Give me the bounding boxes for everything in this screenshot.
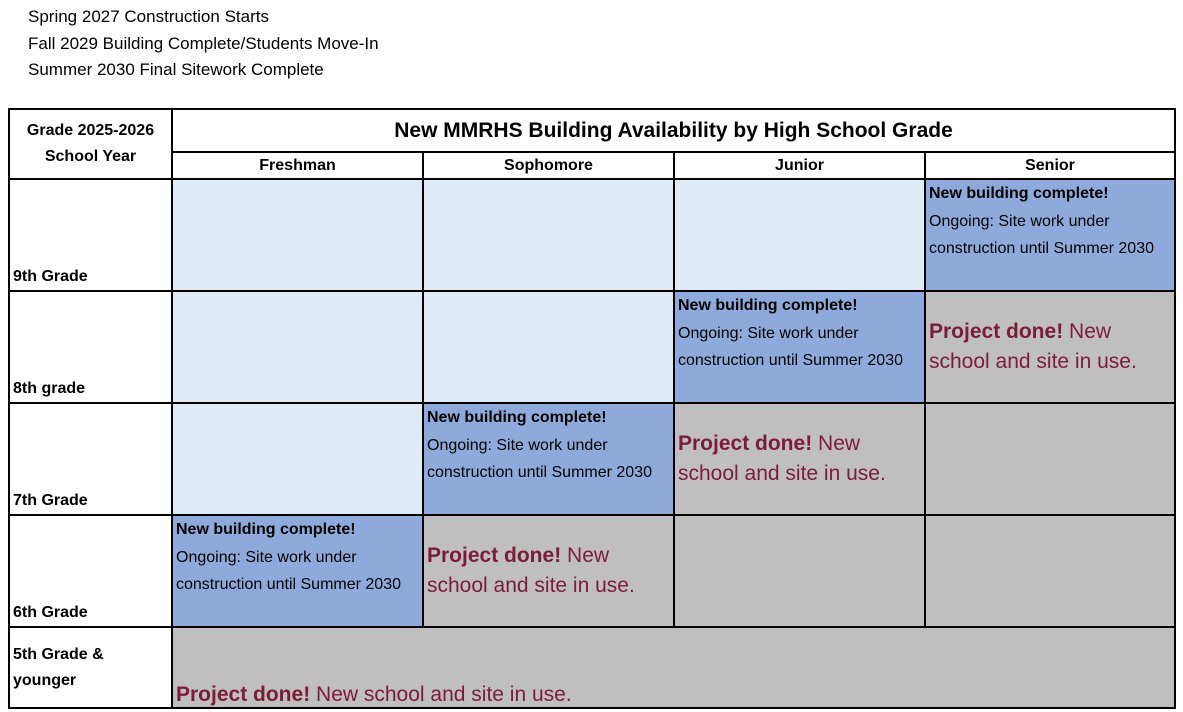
done-text: New school and site in use.	[310, 683, 572, 706]
col-header-senior: Senior	[925, 152, 1175, 179]
cell-6th-junior	[674, 515, 925, 627]
complete-text: Ongoing: Site work under construction until Summer 2030	[176, 548, 401, 593]
cell-8th-freshman	[172, 291, 423, 403]
done-heading: Project done!	[176, 683, 311, 706]
note-construction-start: Spring 2027 Construction Starts	[28, 7, 269, 26]
row-label-7th: 7th Grade	[9, 403, 172, 515]
cell-8th-senior	[925, 291, 1175, 403]
row-label-5th-line-1: 5th Grade &	[13, 645, 104, 663]
complete-heading: New building complete!	[678, 297, 858, 314]
col-header-freshman: Freshman	[172, 152, 423, 179]
row-label-9th: 9th Grade	[9, 179, 172, 291]
cell-5th-all	[172, 627, 1175, 708]
cell-7th-junior	[674, 403, 925, 515]
row-7th-grade	[9, 403, 1175, 515]
corner-header	[9, 109, 172, 179]
row-6th-grade	[9, 515, 1175, 627]
row-label-6th: 6th Grade	[9, 515, 172, 627]
done-text: New school and site in use.	[678, 432, 886, 485]
row-label-5th-line-2: younger	[13, 671, 77, 689]
done-text: New school and site in use.	[427, 544, 635, 597]
corner-line-2: School Year	[44, 148, 137, 165]
col-header-junior: Junior	[674, 152, 925, 179]
availability-table	[8, 108, 1176, 709]
cell-7th-freshman	[172, 403, 423, 515]
schedule-notes	[28, 4, 379, 84]
done-heading: Project done!	[678, 432, 813, 455]
complete-heading: New building complete!	[176, 521, 356, 538]
cell-6th-senior	[925, 515, 1175, 627]
cell-6th-freshman	[172, 515, 423, 627]
row-9th-grade	[9, 179, 1175, 291]
row-8th-grade	[9, 291, 1175, 403]
col-header-sophomore: Sophomore	[423, 152, 674, 179]
cell-9th-freshman	[172, 179, 423, 291]
cell-8th-junior	[674, 291, 925, 403]
done-text: New school and site in use.	[929, 320, 1137, 373]
note-sitework-complete: Summer 2030 Final Sitework Complete	[28, 60, 324, 79]
complete-text: Ongoing: Site work under construction until Summer 2030	[427, 436, 652, 481]
header-row	[9, 109, 1175, 152]
done-heading: Project done!	[929, 320, 1064, 343]
table-title: New MMRHS Building Availability by High School Grade	[172, 109, 1175, 152]
row-label-5th	[9, 627, 172, 708]
cell-7th-senior	[925, 403, 1175, 515]
complete-heading: New building complete!	[929, 185, 1109, 202]
complete-text: Ongoing: Site work under construction until Summer 2030	[929, 212, 1154, 257]
corner-line-1: Grade 2025-2026	[26, 122, 155, 139]
row-label-8th: 8th grade	[9, 291, 172, 403]
column-header-row	[9, 152, 1175, 179]
complete-text: Ongoing: Site work under construction until Summer 2030	[678, 324, 903, 369]
cell-8th-sophomore	[423, 291, 674, 403]
cell-9th-sophomore	[423, 179, 674, 291]
note-building-complete: Fall 2029 Building Complete/Students Move-In	[28, 33, 379, 53]
row-5th-and-younger	[9, 627, 1175, 708]
cell-9th-junior	[674, 179, 925, 291]
cell-9th-senior	[925, 179, 1175, 291]
complete-heading: New building complete!	[427, 409, 607, 426]
done-heading: Project done!	[427, 544, 562, 567]
cell-6th-sophomore	[423, 515, 674, 627]
cell-7th-sophomore	[423, 403, 674, 515]
